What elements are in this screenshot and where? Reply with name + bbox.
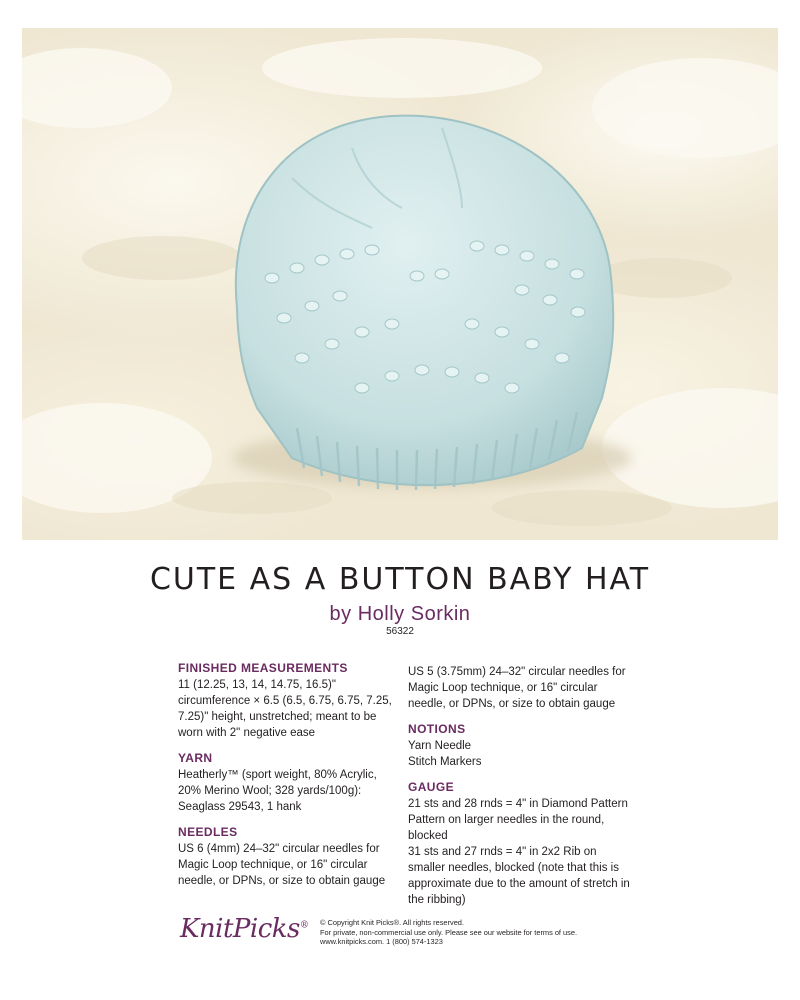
hat-photo (22, 28, 778, 540)
gauge-text-1: 21 sts and 28 rnds = 4" in Diamond Pattern Pattern on larger needles in the round, blocked (408, 798, 628, 842)
pattern-number: 56322 (386, 626, 414, 637)
needles-text: US 6 (4mm) 24–32" circular needles for Magic Loop technique, or 16" circular needle, or DPNs, or size to obtain gauge (178, 843, 386, 887)
needles-continued (408, 664, 632, 712)
gauge-heading: GAUGE (408, 780, 455, 794)
gauge-section (408, 779, 632, 908)
yarn-section (178, 750, 394, 815)
details-right-column (408, 664, 632, 917)
finished-measurements-heading: FINISHED MEASUREMENTS (178, 661, 348, 675)
notions-heading: NOTIONS (408, 722, 466, 736)
needles-heading: NEEDLES (178, 825, 238, 839)
contact-line: www.knitpicks.com. 1 (800) 574-1323 (320, 937, 443, 946)
notions-section (408, 721, 632, 770)
hat-illustration (22, 28, 778, 540)
yarn-text: Heatherly™ (sport weight, 80% Acrylic, 20% Merino Wool; 328 yards/100g): Seaglass 29543, 1 hank (178, 769, 377, 813)
needles-section (178, 824, 394, 889)
logo-registered-mark: ® (299, 920, 309, 931)
notion-item: Yarn Needle (408, 740, 472, 752)
designer-byline: by Holly Sorkin (329, 603, 471, 625)
gauge-text-2: 31 sts and 27 rnds = 4" in 2x2 Rib on smaller needles, blocked (note that this is approximate due to the amount of stretch in the ribbing) (408, 846, 630, 906)
needles-text-2: US 5 (3.75mm) 24–32" circular needles for Magic Loop technique, or 16" circular needle, or DPNs, or size to obtain gauge (408, 666, 626, 710)
pattern-title: CUTE AS A BUTTON BABY HAT (149, 562, 651, 597)
yarn-heading: YARN (178, 751, 213, 765)
finished-measurements-text: 11 (12.25, 13, 14, 14.75, 16.5)" circumference × 6.5 (6.5, 6.75, 6.75, 7.25, 7.25)" height, unstretched; meant to be worn with 2" negative ease (178, 679, 392, 739)
terms-line: For private, non-commercial use only. Please see our website for terms of use. (320, 927, 578, 937)
knitpicks-logo (180, 914, 308, 944)
copyright-footer (320, 918, 640, 947)
copyright-line: © Copyright Knit Picks®. All rights reserved. (320, 918, 464, 927)
notion-item: Stitch Markers (408, 756, 482, 768)
logo-text: KnitPicks (180, 914, 300, 944)
details-left-column (178, 660, 394, 898)
finished-measurements-section (178, 660, 394, 741)
